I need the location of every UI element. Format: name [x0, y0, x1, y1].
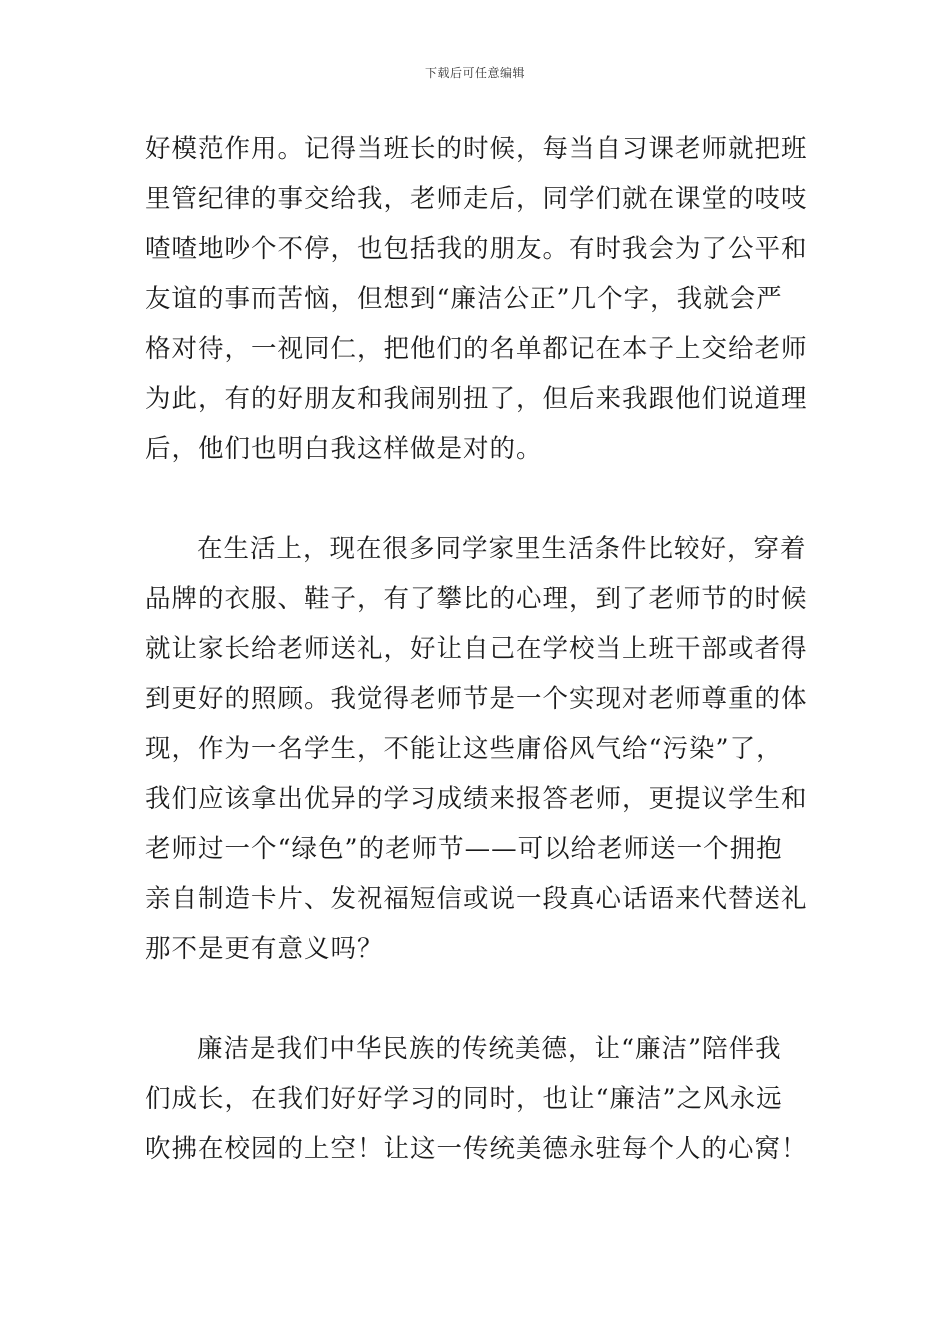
paragraph-3-line-1: 廉洁是我们中华民族的传统美德，让“廉洁”陪伴我 — [197, 1034, 782, 1064]
paragraph-2-line-2: 品牌的衣服、鞋子，有了攀比的心理，到了老师节的时候 — [145, 584, 808, 614]
page-header: 下载后可任意编辑 — [424, 66, 525, 80]
paragraph-2-line-3: 就让家长给老师送礼，好让自己在学校当上班干部或者得 — [145, 634, 808, 664]
paragraph-1-line-1: 好模范作用。记得当班长的时候，每当自习课老师就把班 — [145, 134, 808, 164]
paragraph-2-line-1: 在生活上，现在很多同学家里生活条件比较好，穿着 — [197, 534, 807, 564]
paragraph-1-line-6: 为此，有的好朋友和我闹别扭了，但后来我跟他们说道理 — [145, 384, 808, 414]
paragraph-2-line-4: 到更好的照顾。我觉得老师节是一个实现对老师尊重的体 — [145, 684, 808, 714]
paragraph-1-line-5: 格对待，一视同仁，把他们的名单都记在本子上交给老师 — [145, 334, 808, 364]
paragraph-2-line-5: 现，作为一名学生，不能让这些庸俗风气给“污染”了， — [145, 734, 783, 764]
paragraph-2-line-7: 老师过一个“绿色”的老师节——可以给老师送一个拥抱 — [145, 834, 783, 864]
paragraph-3-line-3: 吹拂在校园的上空！让这一传统美德永驻每个人的心窝！ — [145, 1134, 808, 1164]
paragraph-1-line-7: 后，他们也明白我这样做是对的。 — [145, 434, 543, 464]
paragraph-2-line-8: 亲自制造卡片、发祝福短信或说一段真心话语来代替送礼 — [145, 884, 808, 914]
paragraph-1-line-2: 里管纪律的事交给我，老师走后，同学们就在课堂的吱吱 — [145, 184, 808, 214]
paragraph-2-line-9: 那不是更有意义吗？ — [145, 934, 384, 964]
paragraph-3-line-2: 们成长，在我们好好学习的同时，也让“廉洁”之风永远 — [145, 1084, 783, 1114]
paragraph-1-line-3: 喳喳地吵个不停，也包括我的朋友。有时我会为了公平和 — [145, 234, 808, 264]
paragraph-2-line-6: 我们应该拿出优异的学习成绩来报答老师，更提议学生和 — [145, 784, 808, 814]
paragraph-1-line-4: 友谊的事而苦恼，但想到“廉洁公正”几个字，我就会严 — [145, 284, 783, 314]
